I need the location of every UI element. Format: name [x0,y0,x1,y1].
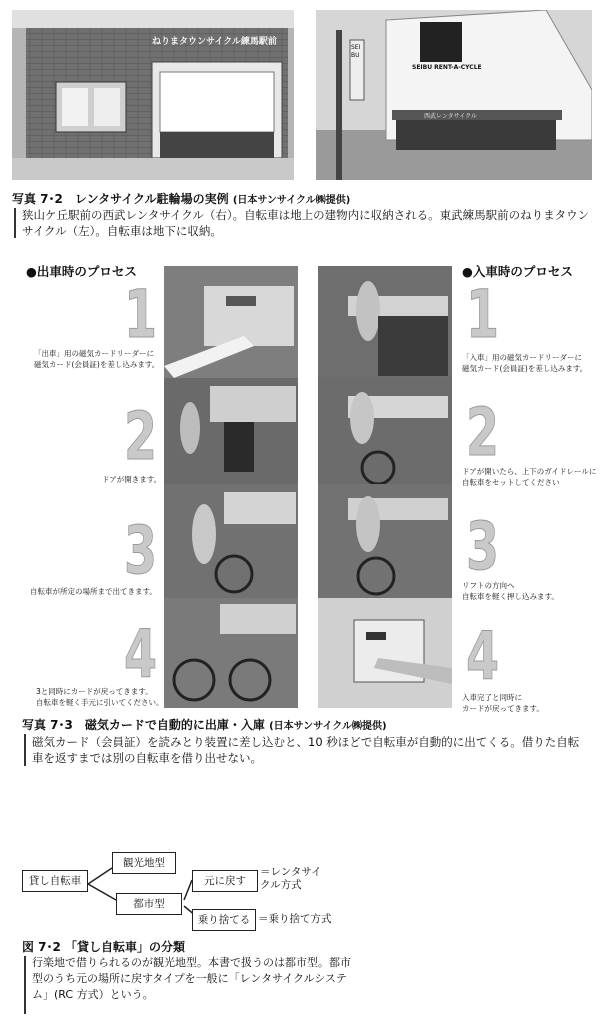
diagram-tourist-box: 観光地型 [112,852,176,874]
diagram-rc-method-label: ＝レンタサイ クル方式 [260,866,322,891]
caption3-title: 図 7･2 「貸し自転車」の分類 [22,940,186,954]
diagram-dropoff-box: 乗り捨てる [192,909,256,931]
caption2-body: 磁気カード（会員証）を読みとり装置に差し込むと、10 秒ほどで自転車が自動的に出てくる。借りた自転車を返すまでは別の自転車を借り出せない。 [32,735,580,765]
right-step-4-photo [318,598,452,708]
right-step-4-text: 入車完了と同時に カードが戻ってきます。 [462,693,544,713]
left-step-4-text: 3と同時にカードが戻ってきます。 自転車を軽く手元に引いてください。 [36,687,164,707]
photo-seibu-rent-a-cycle [316,10,592,180]
right-step-4-number: 4 [466,618,500,695]
left-step-2-photo [164,378,298,484]
caption3-body: 行楽地で借りられるのが観光地型。本書で扱うのは都市型。都市型のうち元の場所に戻すタイプを一般に「レンタサイクルシステム」(RC 方式）という。 [32,956,351,1001]
caption2-source: (日本サンサイクル㈱提供) [269,721,387,732]
left-step-4-number: 4 [124,616,158,693]
left-step-1-text: 「出車」用の磁気カードリーダーに 磁気カード(会員証)を差し込みます。 [34,349,160,369]
right-step-3-photo [318,484,452,598]
left-step-3-number: 3 [124,512,158,589]
caption1-bar [14,208,16,238]
caption3-bar [24,956,26,1014]
right-step-1-text: 「入車」用の磁気カードリーダーに 磁気カード(会員証)を差し込みます。 [462,353,588,373]
caption1-title: 写真 7･2 レンタサイクル駐輪場の実例 [12,192,229,206]
left-step-3-text: 自転車が所定の場所まで出てきます。 [30,587,157,596]
caption1-source: (日本サンサイクル㈱提供) [232,195,351,206]
left-step-2-number: 2 [124,398,158,475]
left-step-4-photo [164,598,298,708]
diagram-return-box: 元に戻す [192,870,258,892]
right-step-3-text: リフトの方向へ 自転車を軽く押し込みます。 [462,581,559,601]
left-process-heading: ●出車時のプロセス [26,264,137,279]
right-step-1-photo [318,266,452,378]
photo-nerima-town-cycle [12,10,294,180]
right-step-3-number: 3 [466,508,500,585]
left-step-1-number: 1 [124,276,158,353]
nerima-sign: ねりまタウンサイクル練馬駅前 [152,37,277,47]
right-step-2-text: ドアが開いたら、上下のガイドレールに 自転車をセットしてください [462,467,597,487]
seibu-logo-text: SEIBU RENT-A-CYCLE [412,64,482,71]
right-process-heading: ●入車時のプロセス [462,264,573,279]
caption1-body: 狭山ケ丘駅前の西武レンタサイクル（右）。自転車は地上の建物内に収納される。東武練馬駅前のねりまタウンサイクル（左）。自転車は地下に収納。 [22,208,590,238]
caption2-bar [24,734,26,766]
seibu-band-text: 西武レンタサイクル [424,113,477,120]
diagram-dropoff-method-label: ＝乗り捨て方式 [258,913,332,925]
caption2-title: 写真 7･3 磁気カードで自動的に出庫・入庫 [22,718,265,732]
right-step-2-number: 2 [466,394,500,471]
left-step-3-photo [164,484,298,598]
right-step-1-number: 1 [466,276,500,353]
caption2-title-line [22,716,387,733]
right-step-2-photo [318,378,452,484]
diagram-root-box: 貸し自転車 [22,870,88,892]
left-step-1-photo [164,266,298,378]
seibu-building-illustration [316,10,592,180]
seibu-vertical-sign: SEIBU [351,44,361,59]
caption1-title-line [12,190,350,207]
diagram-urban-box: 都市型 [116,893,182,915]
left-step-2-text: ドアが開きます。 [102,475,162,484]
